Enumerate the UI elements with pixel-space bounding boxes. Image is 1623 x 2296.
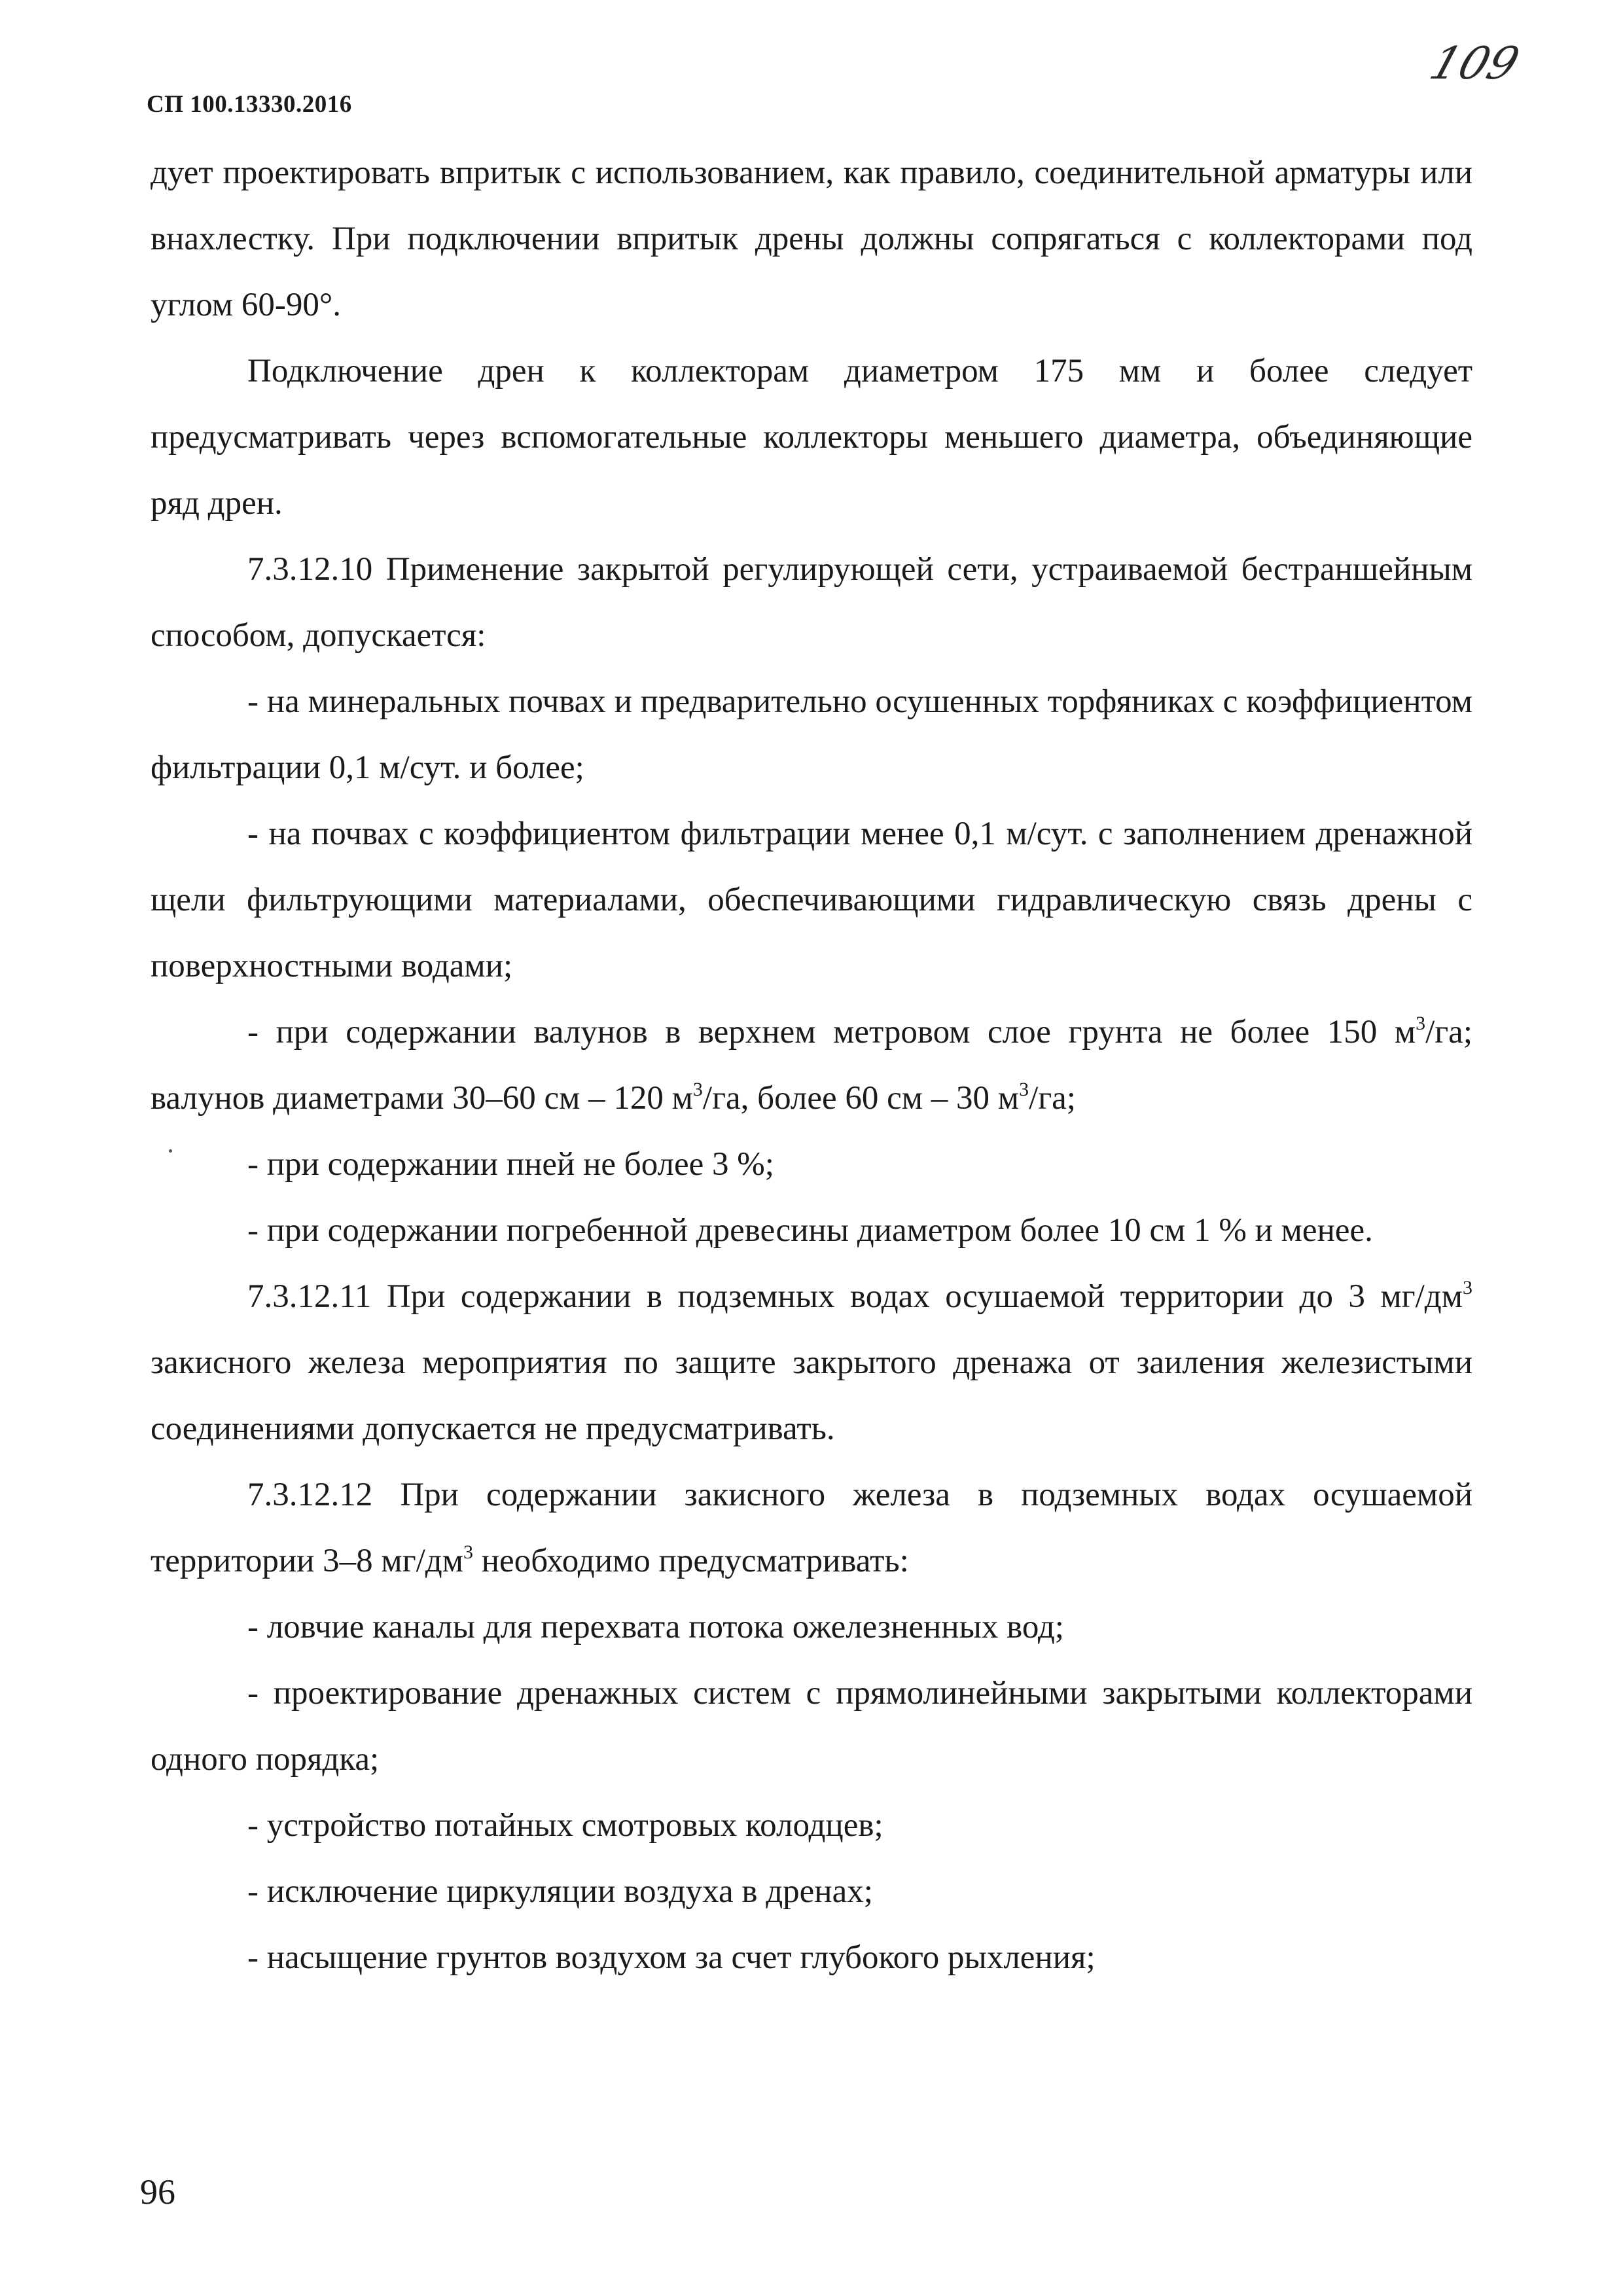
list-item-boulders (151, 999, 1472, 1132)
superscript: 3 (692, 1079, 703, 1100)
list-item-straight-collectors: - проектирование дренажных систем с прямолинейными закрытыми коллекторами одного порядка; (151, 1675, 1472, 1778)
superscript: 3 (1019, 1079, 1029, 1100)
boulders-text-b: /га; валунов диаметрами 30–60 см – 120 м (151, 1014, 1472, 1117)
list-item-catch-channels: - ловчие каналы для перехвата потока ожелезненных вод; (247, 1609, 1064, 1645)
paragraph-continuation: дует проектировать впритык с использованием, как правило, соединительной арматуры или внахлестку. При подключении впритык дрены должны сопрягаться с коллекторами под углом 60-90°. (151, 154, 1472, 323)
clause-12-text-b: необходимо предусматривать: (473, 1543, 909, 1579)
clause-11-text-b: закисного железа мероприятия по защите закрытого дренажа от заиления железистыми соединениями допускается не предусматривать. (151, 1344, 1472, 1447)
clause-7-3-12-10: 7.3.12.10 Применение закрытой регулирующей сети, устраиваемой бестраншейным способом, допускается: (151, 551, 1472, 654)
list-item-air-circulation: - исключение циркуляции воздуха в дренах; (247, 1873, 873, 1910)
list-item-mineral-soils: - на минеральных почвах и предварительно осушенных торфяниках с коэффициентом фильтрации 0,1 м/сут. и более; (151, 683, 1472, 786)
page-body (151, 140, 1472, 1991)
boulders-text-c: /га, более 60 см – 30 м (702, 1080, 1020, 1117)
handwritten-page-number: 109 (1423, 38, 1525, 90)
clause-11-text-a: 7.3.12.11 При содержании в подземных водах осушаемой территории до 3 мг/дм (247, 1278, 1463, 1315)
document-code: СП 100.13330.2016 (147, 91, 352, 118)
clause-7-3-12-12 (151, 1462, 1472, 1594)
clause-12-text-a: 7.3.12.12 При содержании закисного железа в подземных водах осушаемой территории 3–8 мг/дм (151, 1477, 1472, 1579)
list-item-low-filtration-soils: - на почвах с коэффициентом фильтрации менее 0,1 м/сут. с заполнением дренажной щели фильтрующими материалами, обеспечивающими гидравлическую связь дрены с поверхностными водами; (151, 816, 1472, 984)
superscript: 3 (1416, 1013, 1426, 1034)
list-item-hidden-wells: - устройство потайных смотровых колодцев; (247, 1807, 883, 1844)
list-item-soil-aeration: - насыщение грунтов воздухом за счет глубокого рыхления; (247, 1939, 1096, 1976)
list-item-buried-wood: - при содержании погребенной древесины диаметром более 10 см 1 % и менее. (247, 1212, 1373, 1249)
list-item-stumps: - при содержании пней не более 3 %; (247, 1146, 774, 1183)
scan-speck (169, 1149, 172, 1153)
clause-7-3-12-11 (151, 1264, 1472, 1462)
boulders-text-a: - при содержании валунов в верхнем метровом слое грунта не более 150 м (247, 1014, 1416, 1050)
superscript: 3 (1463, 1277, 1472, 1299)
page-number: 96 (140, 2172, 175, 2212)
boulders-text-d: /га; (1029, 1080, 1076, 1117)
paragraph-drain-connection: Подключение дрен к коллекторам диаметром 175 мм и более следует предусматривать через вспомогательные коллекторы меньшего диаметра, объединяющие ряд дрен. (151, 353, 1472, 522)
superscript: 3 (463, 1541, 474, 1563)
